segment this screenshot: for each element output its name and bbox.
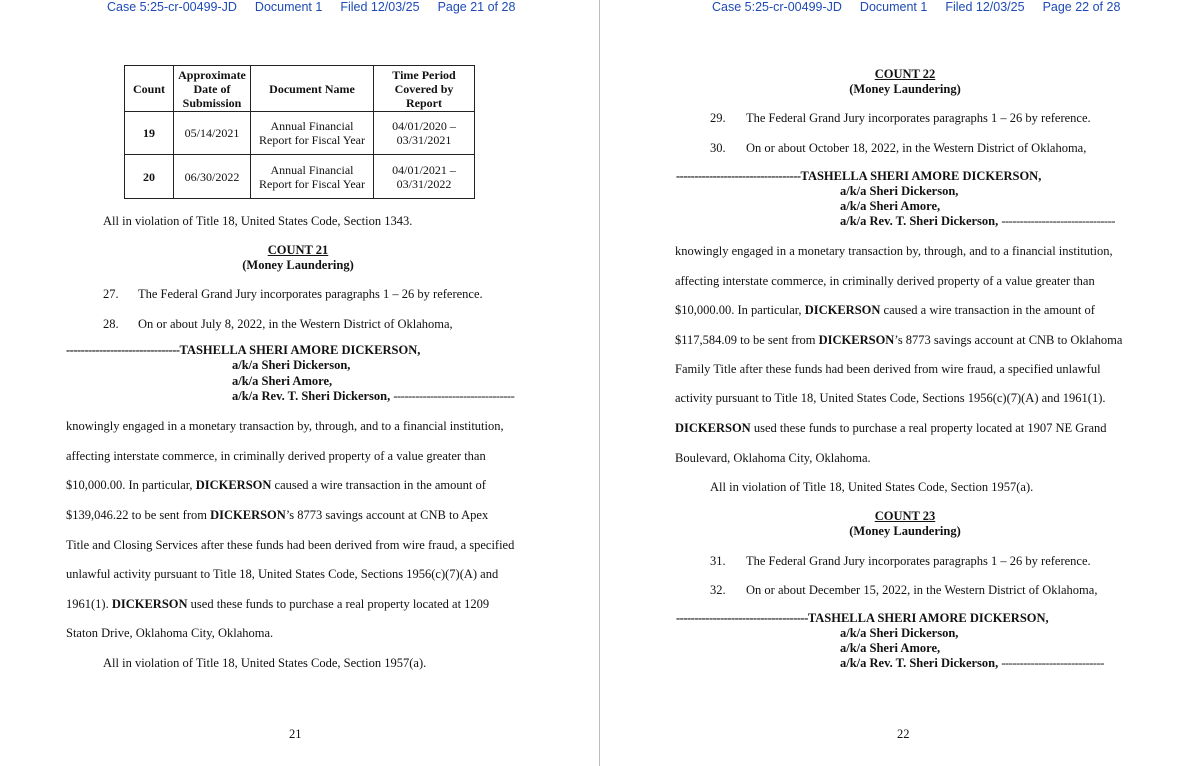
dash-leader: ---------------------------------- [676,169,801,183]
body-text: $10,000.00. In particular, [675,303,805,317]
defendant-surname: DICKERSON [675,421,751,435]
defendant-surname: DICKERSON [804,303,881,317]
body-text: ’s 8773 savings account at CNB to Oklahoma [894,333,1123,347]
body-line: knowingly engaged in a monetary transaction by, through, and to a financial institution, [66,419,504,433]
paragraph-text: The Federal Grand Jury incorporates paragraphs 1 – 26 by reference. [746,554,1091,568]
count-title: COUNT 23 [874,509,936,523]
body-line: affecting interstate commerce, in criminally derived property of a value greater than [66,449,486,463]
dash-trailer: --------------------------------- [393,389,515,403]
table-cell: 05/14/2021 [174,112,251,155]
defendant-name-line [676,611,1049,626]
defendant-alias: a/k/a Sheri Amore, [840,199,941,213]
paragraph-text: The Federal Grand Jury incorporates paragraphs 1 – 26 by reference. [746,111,1091,125]
count-title: COUNT 21 [267,243,329,257]
case-number: Case 5:25-cr-00499-JD [107,0,237,14]
document-number: Document 1 [254,0,323,14]
count-subtitle: (Money Laundering) [242,258,354,272]
page-22 [600,0,1200,766]
table-header: Document Name [251,66,374,112]
count-subtitle: (Money Laundering) [849,82,961,96]
defendant-name-line [676,169,1041,184]
body-line [66,478,486,493]
table-row [125,112,475,155]
page-header [107,0,533,16]
defendant-surname: DICKERSON [111,597,188,611]
table-cell: 04/01/2021 – 03/31/2022 [374,155,475,199]
dash-trailer: ---------------------------- [1001,656,1104,670]
body-line [675,333,1122,348]
body-text: caused a wire transaction in the amount of [271,478,486,492]
body-line [66,597,489,612]
table-header: Count [125,66,174,112]
paragraph-number: 32. [710,583,726,597]
body-text: used these funds to purchase a real property located at 1209 [187,597,490,611]
paragraph-number: 28. [103,317,119,331]
body-line [675,421,1107,436]
dash-trailer: ------------------------------- [1001,214,1115,228]
body-line: Staton Drive, Oklahoma City, Oklahoma. [66,626,274,640]
table-cell: Annual Financial Report for Fiscal Year [251,155,374,199]
body-text: $117,584.09 to be sent from [675,333,819,347]
submission-table [124,65,475,199]
table-cell: 06/30/2022 [174,155,251,199]
defendant-alias: a/k/a Sheri Amore, [840,641,941,655]
table-cell: 04/01/2020 – 03/31/2021 [374,112,475,155]
defendant-alias: a/k/a Sheri Dickerson, [840,184,959,198]
page-number: 22 [897,727,910,741]
defendant-name: TASHELLA SHERI AMORE DICKERSON, [179,343,421,357]
defendant-surname: DICKERSON [195,478,272,492]
body-line [675,303,1095,318]
page-indicator: Page 22 of 28 [1042,0,1121,14]
body-line: knowingly engaged in a monetary transaction by, through, and to a financial institution, [675,244,1113,258]
filed-date: Filed 12/03/25 [945,0,1025,14]
case-number: Case 5:25-cr-00499-JD [712,0,842,14]
body-line: Title and Closing Services after these funds had been derived from wire fraud, a specified [66,538,515,552]
violation-statement: All in violation of Title 18, United States Code, Section 1957(a). [103,656,427,670]
dash-leader: ------------------------------------ [676,611,808,625]
paragraph-number: 30. [710,141,726,155]
body-line: Boulevard, Oklahoma City, Oklahoma. [675,451,871,465]
defendant-alias: a/k/a Rev. T. Sheri Dickerson, [232,389,391,403]
page-header [712,0,1138,16]
paragraph-number: 29. [710,111,726,125]
defendant-name: TASHELLA SHERI AMORE DICKERSON, [807,611,1049,625]
count-subtitle: (Money Laundering) [849,524,961,538]
defendant-surname: DICKERSON [818,333,895,347]
filed-date: Filed 12/03/25 [340,0,420,14]
paragraph-text: The Federal Grand Jury incorporates paragraphs 1 – 26 by reference. [138,287,483,301]
body-text: used these funds to purchase a real property located at 1907 NE Grand [750,421,1107,435]
defendant-name: TASHELLA SHERI AMORE DICKERSON, [800,169,1042,183]
defendant-alias-line [840,214,1115,229]
body-line: activity pursuant to Title 18, United States Code, Sections 1956(c)(7)(A) and 1961(1). [675,391,1106,405]
table-cell: 20 [125,155,174,199]
paragraph-number: 27. [103,287,119,301]
defendant-alias: a/k/a Sheri Dickerson, [840,626,959,640]
defendant-name-line [66,343,420,358]
defendant-alias-line [232,389,514,404]
dash-leader: ------------------------------- [66,343,180,357]
count-title: COUNT 22 [874,67,936,81]
document-number: Document 1 [859,0,928,14]
body-line [66,508,488,523]
table-cell: Annual Financial Report for Fiscal Year [251,112,374,155]
body-line: unlawful activity pursuant to Title 18, United States Code, Sections 1956(c)(7)(A) and [66,567,499,581]
defendant-surname: DICKERSON [210,508,286,522]
body-text: ’s 8773 savings account at CNB to Apex [285,508,489,522]
paragraph-text: On or about December 15, 2022, in the Western District of Oklahoma, [746,583,1098,597]
body-text: $10,000.00. In particular, [66,478,196,492]
table-header: Approximate Date of Submission [174,66,251,112]
body-line: Family Title after these funds had been derived from wire fraud, a specified unlawful [675,362,1101,376]
paragraph-text: On or about July 8, 2022, in the Western District of Oklahoma, [138,317,453,331]
table-row [125,155,475,199]
defendant-alias: a/k/a Sheri Amore, [232,374,333,388]
page-indicator: Page 21 of 28 [437,0,516,14]
defendant-alias-line [840,656,1104,671]
violation-statement: All in violation of Title 18, United States Code, Section 1957(a). [710,480,1034,494]
body-text: caused a wire transaction in the amount of [880,303,1095,317]
paragraph-text: On or about October 18, 2022, in the Western District of Oklahoma, [746,141,1087,155]
violation-statement: All in violation of Title 18, United States Code, Section 1343. [103,214,413,228]
table-header: Time Period Covered by Report [374,66,475,112]
body-text: $139,046.22 to be sent from [66,508,211,522]
defendant-alias: a/k/a Rev. T. Sheri Dickerson, [840,656,999,670]
body-text: 1961(1). [66,597,112,611]
defendant-alias: a/k/a Rev. T. Sheri Dickerson, [840,214,999,228]
table-cell: 19 [125,112,174,155]
page-number: 21 [289,727,302,741]
body-line: affecting interstate commerce, in criminally derived property of a value greater than [675,274,1095,288]
defendant-alias: a/k/a Sheri Dickerson, [232,358,351,372]
paragraph-number: 31. [710,554,726,568]
